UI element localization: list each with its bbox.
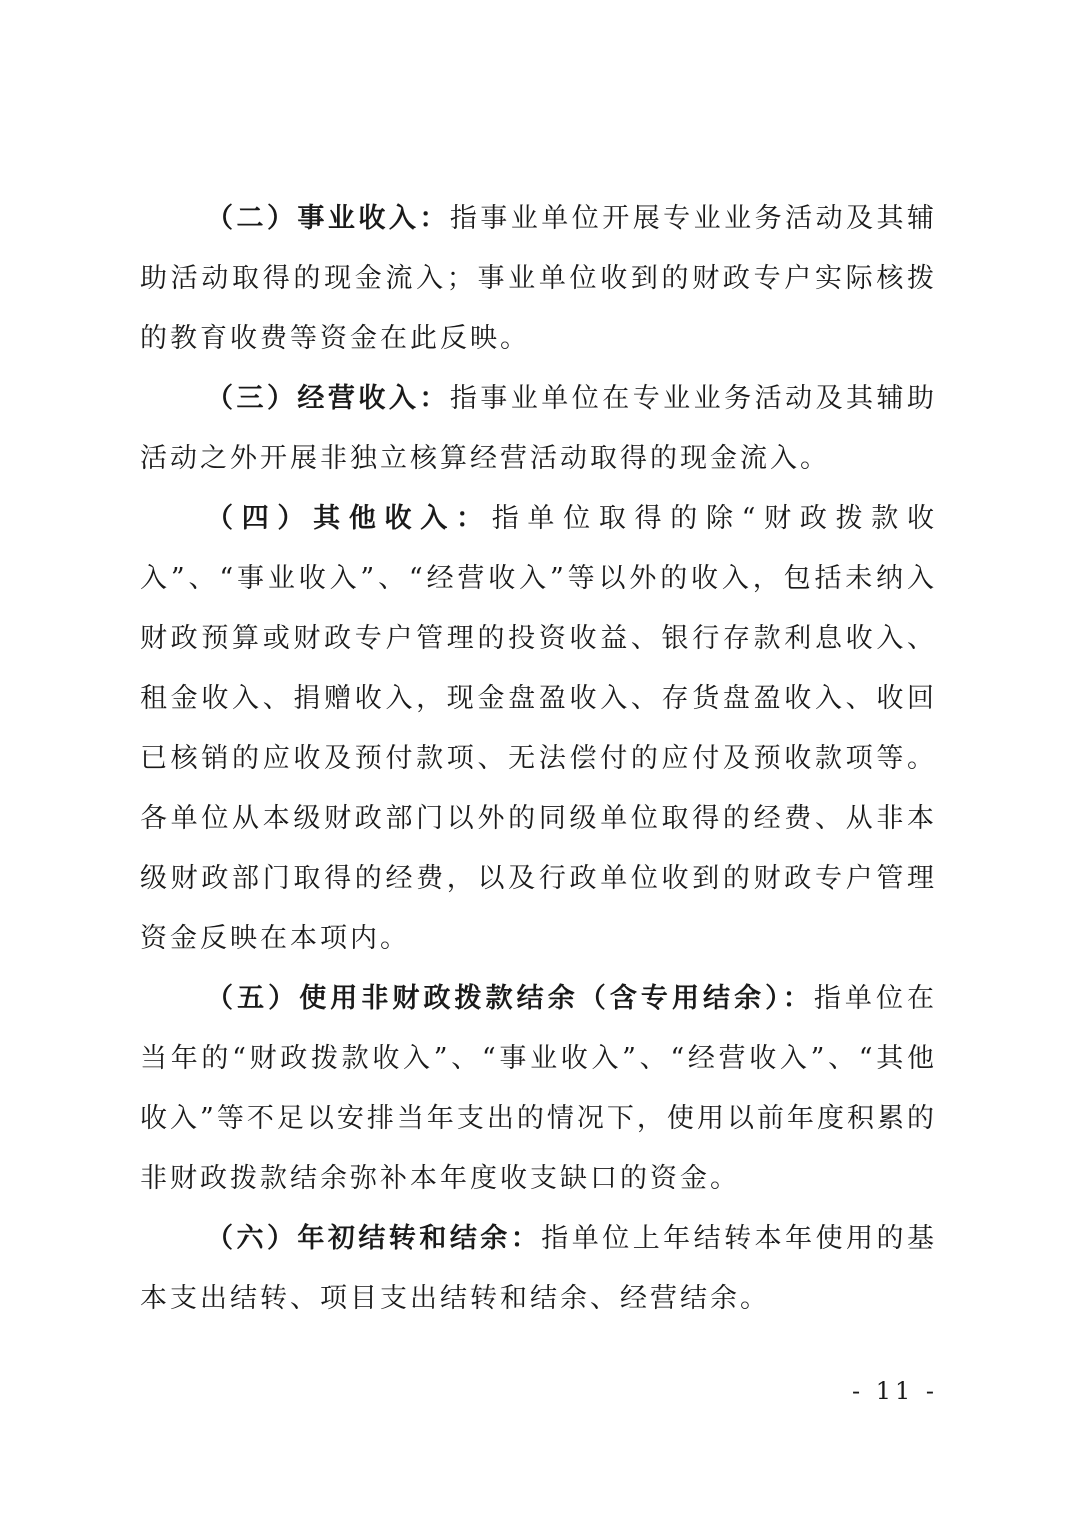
paragraph-carryover: [140, 1209, 937, 1329]
page-number: - 11 -: [851, 1377, 938, 1405]
paragraph-other-income: [140, 489, 937, 969]
paragraph-heading: （六）年初结转和结余：: [206, 1223, 542, 1254]
paragraph-non-fiscal-surplus: [140, 969, 937, 1209]
paragraph-text: 指事业单位开展专业业务活动及其辅助活动取得的现金流入；事业单位收到的财政专户实际核拨的教育收费等资金在此反映。: [140, 203, 938, 354]
paragraph-heading: （二）事业收入：: [206, 203, 450, 234]
document-body: [140, 189, 937, 1329]
paragraph-text: 指事业单位在专业业务活动及其辅助活动之外开展非独立核算经营活动取得的现金流入。: [140, 383, 938, 474]
paragraph-heading: （三）经营收入：: [206, 383, 450, 414]
paragraph-heading: （五）使用非财政拨款结余（含专用结余）：: [206, 983, 814, 1014]
paragraph-business-income: [140, 189, 937, 369]
paragraph-operating-income: [140, 369, 937, 489]
paragraph-text: 指单位在当年的“财政拨款收入”、“事业收入”、“经营收入”、“其他收入”等不足以安排当年支出的情况下，使用以前年度积累的非财政拨款结余弥补本年度收支缺口的资金。: [140, 983, 938, 1194]
paragraph-heading: （四）其他收入：: [206, 503, 492, 534]
paragraph-text: 指单位取得的除“财政拨款收入”、“事业收入”、“经营收入”等以外的收入，包括未纳入财政预算或财政专户管理的投资收益、银行存款利息收入、租金收入、捐赠收入，现金盘盈收入、存货盘盈收入、收回已核销的应收及预付款项、无法偿付的应付及预收款项等。各单位从本级财政部门以外的同级单位取得的经费、从非本级财政部门取得的经费，以及行政单位收到的财政专户管理资金反映在本项内。: [140, 503, 938, 954]
paragraph-text: 指单位上年结转本年使用的基本支出结转、项目支出结转和结余、经营结余。: [140, 1223, 938, 1314]
